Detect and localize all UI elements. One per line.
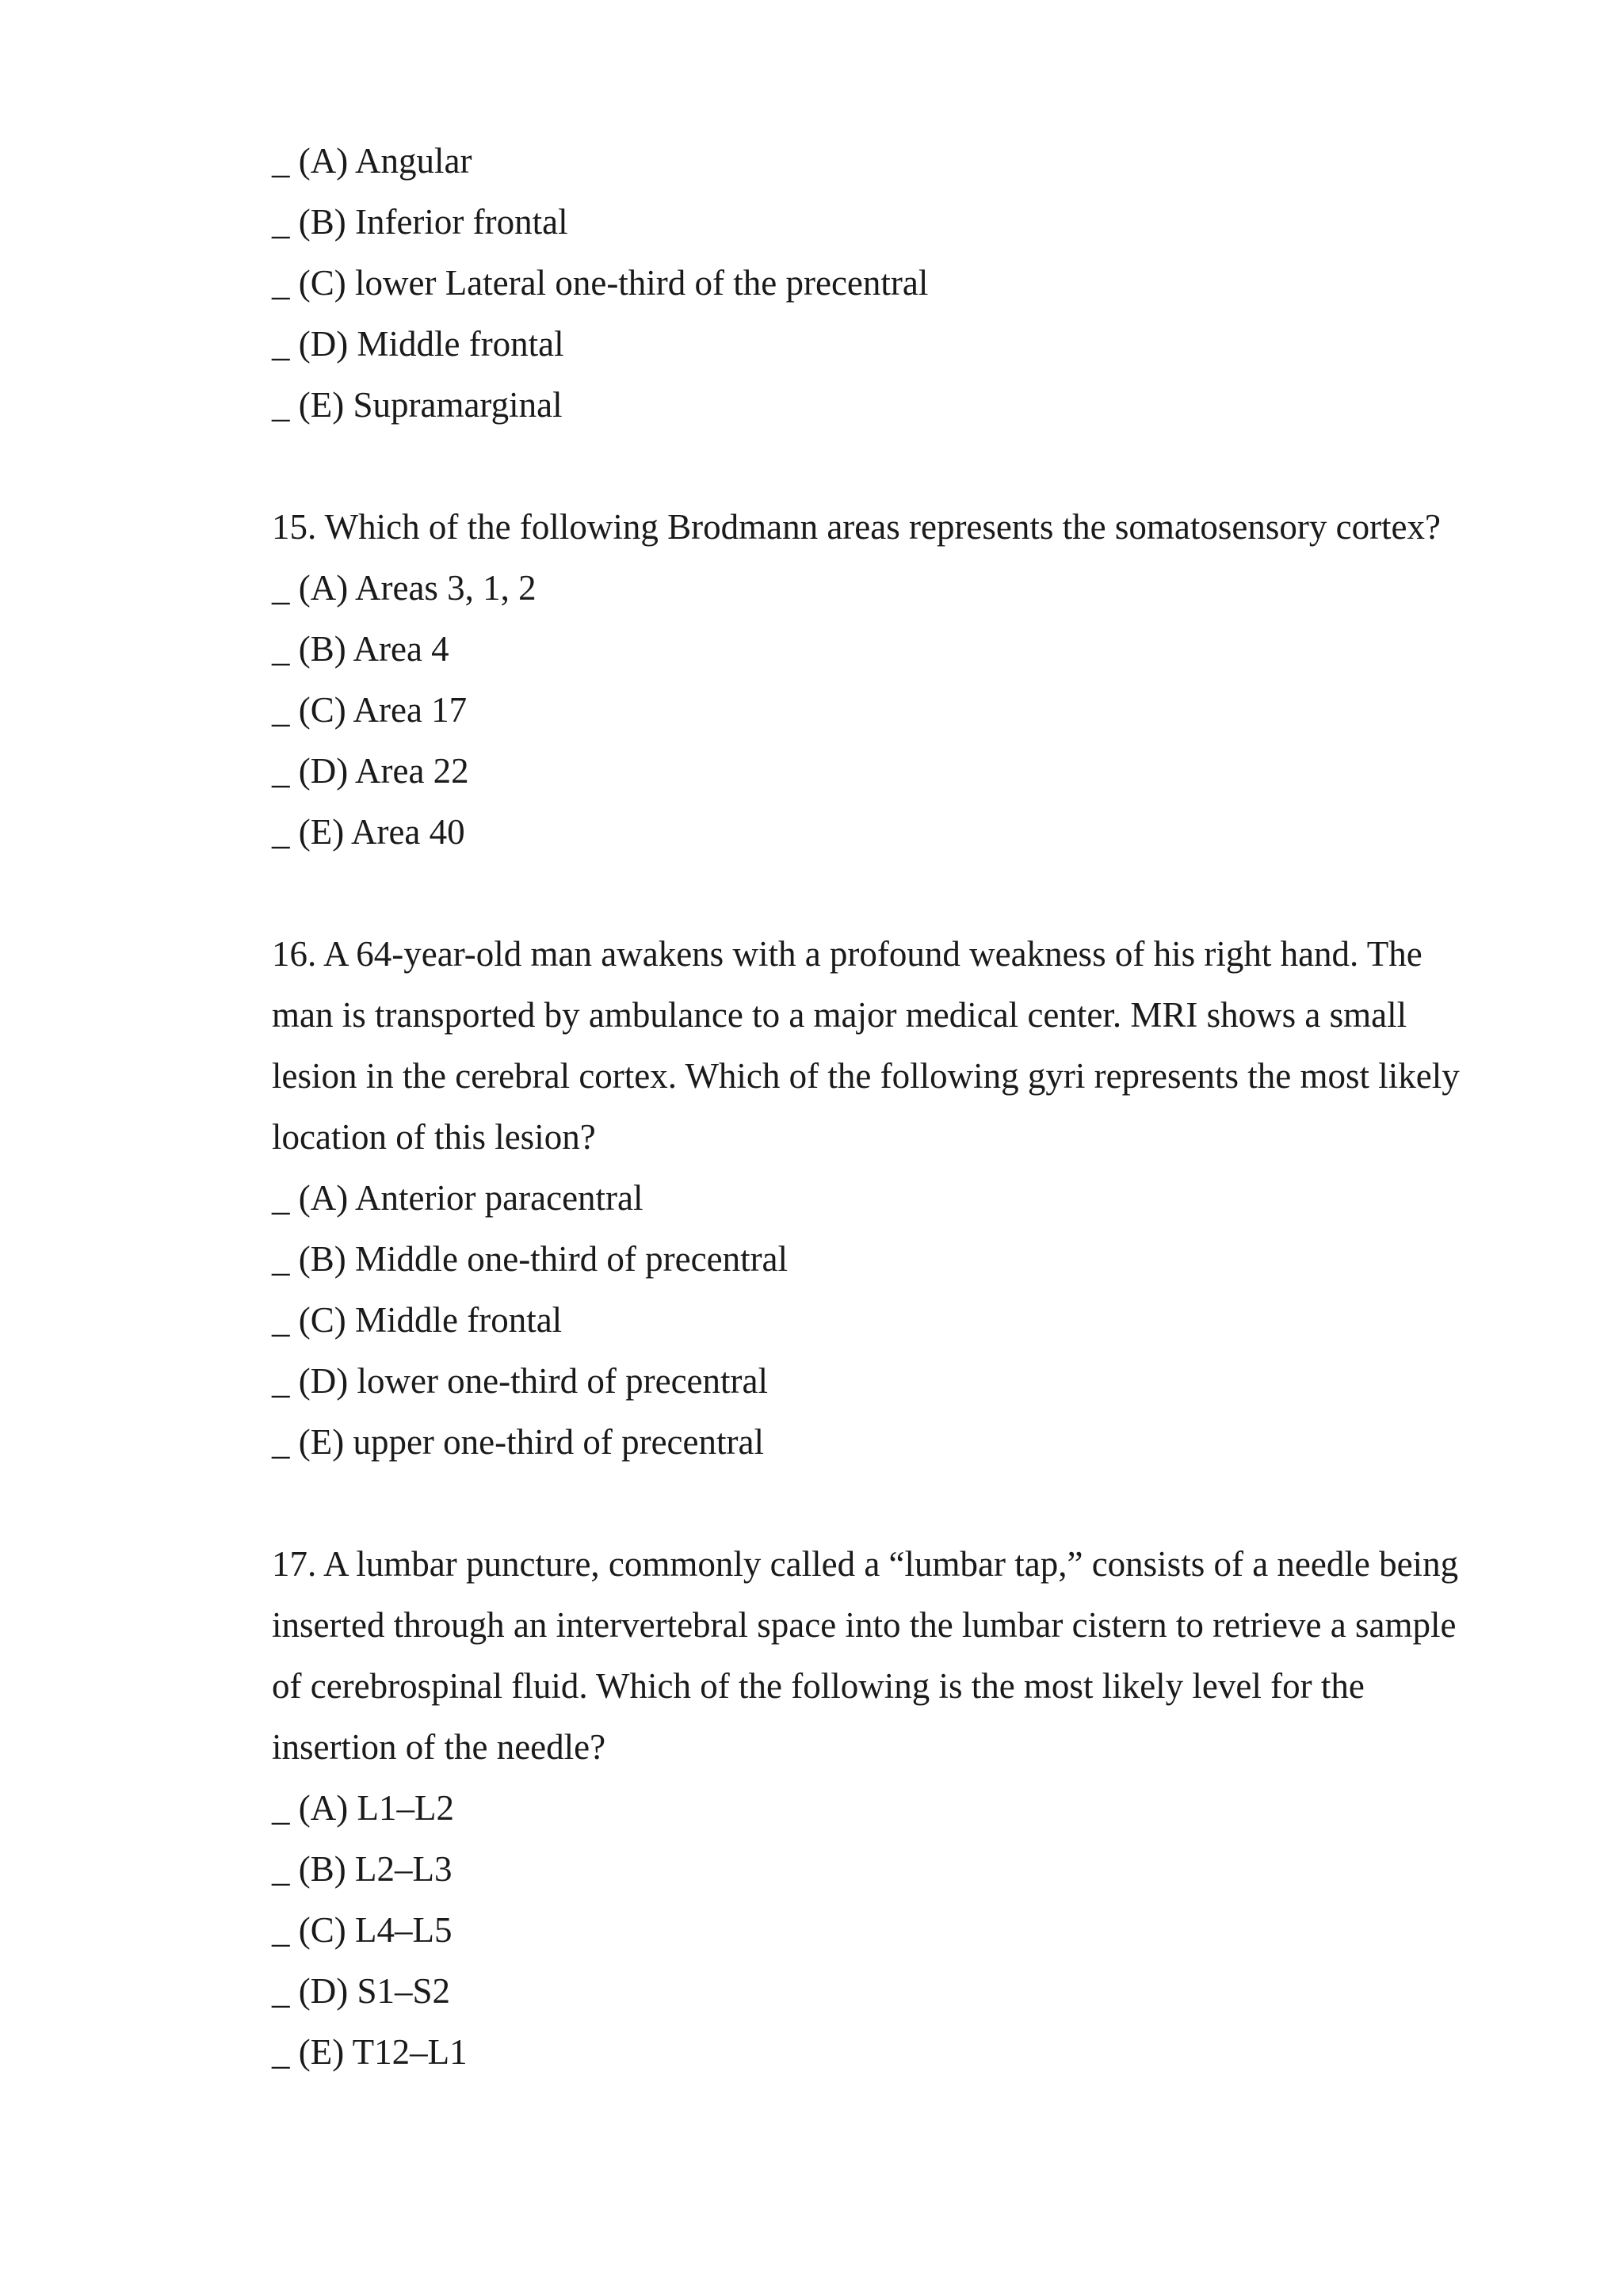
answer-option: _ (D) Middle frontal [272, 324, 564, 364]
answer-option: _ (B) Inferior frontal [272, 202, 568, 242]
answer-option: _ (A) L1–L2 [272, 1788, 454, 1828]
answer-option: _ (D) S1–S2 [272, 1971, 451, 2011]
answer-option: _ (E) upper one-third of precentral [272, 1422, 764, 1462]
answer-option: _ (A) Anterior paracentral [272, 1178, 643, 1218]
question-stem-line: location of this lesion? [272, 1117, 596, 1157]
question-stem-line: 15. Which of the following Brodmann areas represents the somatosensory cortex? [272, 507, 1442, 547]
answer-option: _ (B) Area 4 [272, 629, 449, 669]
answer-option: _ (C) L4–L5 [272, 1910, 453, 1950]
answer-option: _ (E) Supramarginal [272, 385, 563, 425]
answer-option: _ (E) T12–L1 [272, 2032, 468, 2072]
answer-option: _ (D) Area 22 [272, 751, 469, 791]
answer-option: _ (B) Middle one-third of precentral [272, 1239, 789, 1279]
question-spacer [272, 1473, 1476, 1534]
answer-option: _ (A) Angular [272, 141, 472, 181]
question-spacer [272, 436, 1476, 497]
answer-option: _ (C) Middle frontal [272, 1300, 563, 1340]
question-stem-line: lesion in the cerebral cortex. Which of the following gyri represents the most likely [272, 1056, 1460, 1096]
question-stem-line: 16. A 64-year-old man awakens with a profound weakness of his right hand. The [272, 934, 1423, 974]
answer-option: _ (A) Areas 3, 1, 2 [272, 568, 537, 608]
question-15 [272, 497, 1476, 863]
question-stem-line: insertion of the needle? [272, 1727, 606, 1767]
question-16 [272, 924, 1476, 1473]
question-stem-line: inserted through an intervertebral space into the lumbar cistern to retrieve a sample [272, 1605, 1457, 1645]
question-stem-line: 17. A lumbar puncture, commonly called a “lumbar tap,” consists of a needle being [272, 1544, 1459, 1584]
answer-option: _ (C) lower Lateral one-third of the precentral [272, 263, 929, 303]
continued-options-list [272, 131, 1476, 436]
answer-option: _ (E) Area 40 [272, 812, 465, 852]
answer-option: _ (C) Area 17 [272, 690, 468, 730]
question-stem-line: man is transported by ambulance to a major medical center. MRI shows a small [272, 995, 1407, 1035]
question-content [272, 131, 1476, 2083]
answer-option: _ (D) lower one-third of precentral [272, 1361, 768, 1401]
question-17 [272, 1534, 1476, 2083]
answer-option: _ (B) L2–L3 [272, 1849, 453, 1889]
question-stem-line: of cerebrospinal fluid. Which of the following is the most likely level for the [272, 1666, 1365, 1706]
question-spacer [272, 863, 1476, 924]
